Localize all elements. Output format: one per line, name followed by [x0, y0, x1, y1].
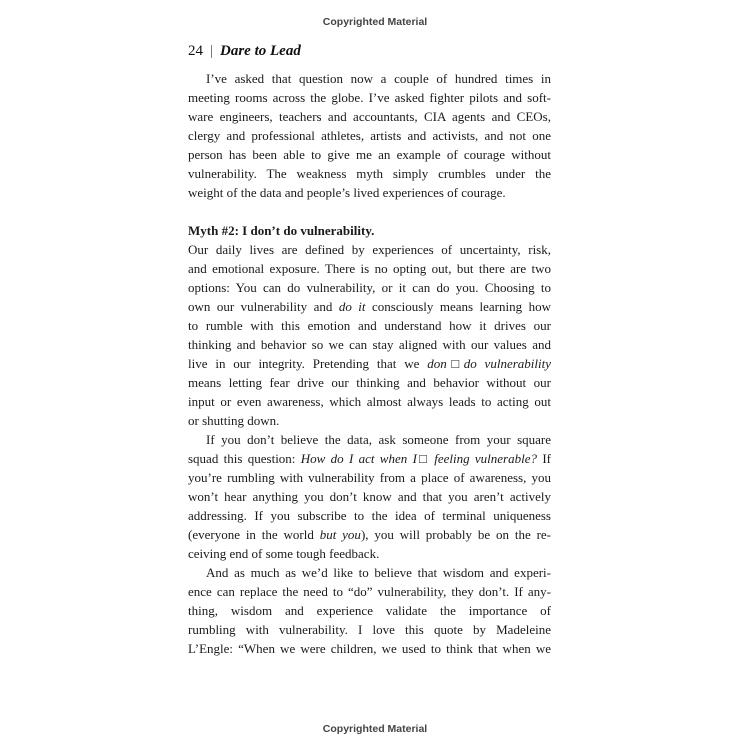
text-line — [188, 620, 551, 639]
text-run: If you don’t believe the data, ask someone from your square — [206, 432, 551, 447]
text-run: clergy and professional athletes, artists and activists, and not one — [188, 128, 551, 143]
text-line — [188, 278, 551, 297]
text-run: options: You can do vulnerability, or it can do you. Choosing to — [188, 280, 551, 295]
text-run: you’re rumbling with vulnerability from a place of awareness, you — [188, 470, 551, 485]
text-run: to rumble with this emotion and understand how it drives our — [188, 318, 551, 333]
text-run: ware engineers, teachers and accountants, CIA agents and CEOs, — [188, 109, 551, 124]
text-line — [188, 373, 551, 392]
italic-text: don□do vulnerability — [427, 356, 551, 371]
text-line — [188, 563, 551, 582]
page-number: 24 — [188, 43, 203, 59]
text-line — [188, 525, 551, 544]
text-run: addressing. If you subscribe to the idea of terminal uniqueness — [188, 508, 551, 523]
text-line — [188, 544, 551, 563]
text-line — [188, 297, 551, 316]
text-run: Our daily lives are defined by experiences of uncertainty, risk, — [188, 242, 551, 257]
text-run: vulnerability. The weakness myth simply crumbles under the — [188, 166, 551, 181]
text-run: ence can replace the need to “do” vulnerability, they don’t. If any- — [188, 584, 551, 599]
separator: | — [210, 43, 214, 59]
text-run: meeting rooms across the globe. I’ve asked fighter pilots and soft- — [188, 90, 551, 105]
text-line — [188, 392, 551, 411]
running-head — [188, 43, 301, 60]
copyright-watermark-bottom: Copyrighted Material — [322, 723, 428, 735]
text-line — [188, 411, 551, 430]
text-line — [188, 240, 551, 259]
text-run: ), you will probably be on the re- — [360, 527, 551, 542]
text-run: L’Engle: “When we were children, we used to think that when we — [188, 641, 551, 656]
text-run: (everyone in the world — [188, 527, 320, 542]
text-line — [188, 69, 551, 88]
italic-text: How do I act when I□ feeling vulnerable? — [300, 451, 537, 466]
text-run: or shutting down. — [188, 413, 280, 428]
text-line — [188, 107, 551, 126]
text-run: means letting fear drive our thinking and behavior without our — [188, 375, 551, 390]
text-line — [188, 88, 551, 107]
italic-text: do it — [338, 299, 366, 314]
text-run: rumbling with vulnerability. I love this quote by Madeleine — [188, 622, 551, 637]
body-text — [188, 69, 551, 658]
text-line — [188, 468, 551, 487]
text-line — [188, 487, 551, 506]
text-line — [188, 506, 551, 525]
text-line — [188, 316, 551, 335]
text-run: If — [537, 451, 551, 466]
text-line — [188, 145, 551, 164]
italic-text: but you — [319, 527, 361, 542]
text-line — [188, 601, 551, 620]
text-line — [188, 183, 551, 202]
text-line — [188, 259, 551, 278]
text-line — [188, 449, 551, 468]
text-run: won’t hear anything you don’t know and that you aren’t actively — [188, 489, 551, 504]
text-line — [188, 354, 551, 373]
text-line — [188, 164, 551, 183]
text-run: thinking and behavior so we can stay aligned with our values and — [188, 337, 551, 352]
text-run: and emotional exposure. There is no opting out, but there are two — [188, 261, 551, 276]
text-run: person has been able to give me an example of courage without — [188, 147, 551, 162]
text-run: ceiving end of some tough feedback. — [188, 546, 380, 561]
text-run: thing, wisdom and experience validate the importance of — [188, 603, 551, 618]
section-heading — [188, 221, 551, 240]
blank-line — [188, 202, 551, 221]
text-run: input or even awareness, which almost always leads to acting out — [188, 394, 551, 409]
text-run: squad this question: — [188, 451, 301, 466]
text-run: own our vulnerability and — [188, 299, 339, 314]
text-run: Myth #2: I don’t do vulnerability. — [188, 223, 375, 238]
text-line — [188, 126, 551, 145]
text-run: And as much as we’d like to believe that wisdom and experi- — [206, 565, 551, 580]
text-line — [188, 430, 551, 449]
text-run: weight of the data and people’s lived experiences of courage. — [188, 185, 506, 200]
copyright-watermark-top: Copyrighted Material — [322, 16, 428, 28]
text-run: I’ve asked that question now a couple of hundred times in — [206, 71, 551, 86]
text-line — [188, 639, 551, 658]
book-title: Dare to Lead — [220, 43, 301, 59]
text-line — [188, 335, 551, 354]
text-run: live in our integrity. Pretending that we — [188, 356, 428, 371]
text-run: consciously means learning how — [365, 299, 551, 314]
text-line — [188, 582, 551, 601]
